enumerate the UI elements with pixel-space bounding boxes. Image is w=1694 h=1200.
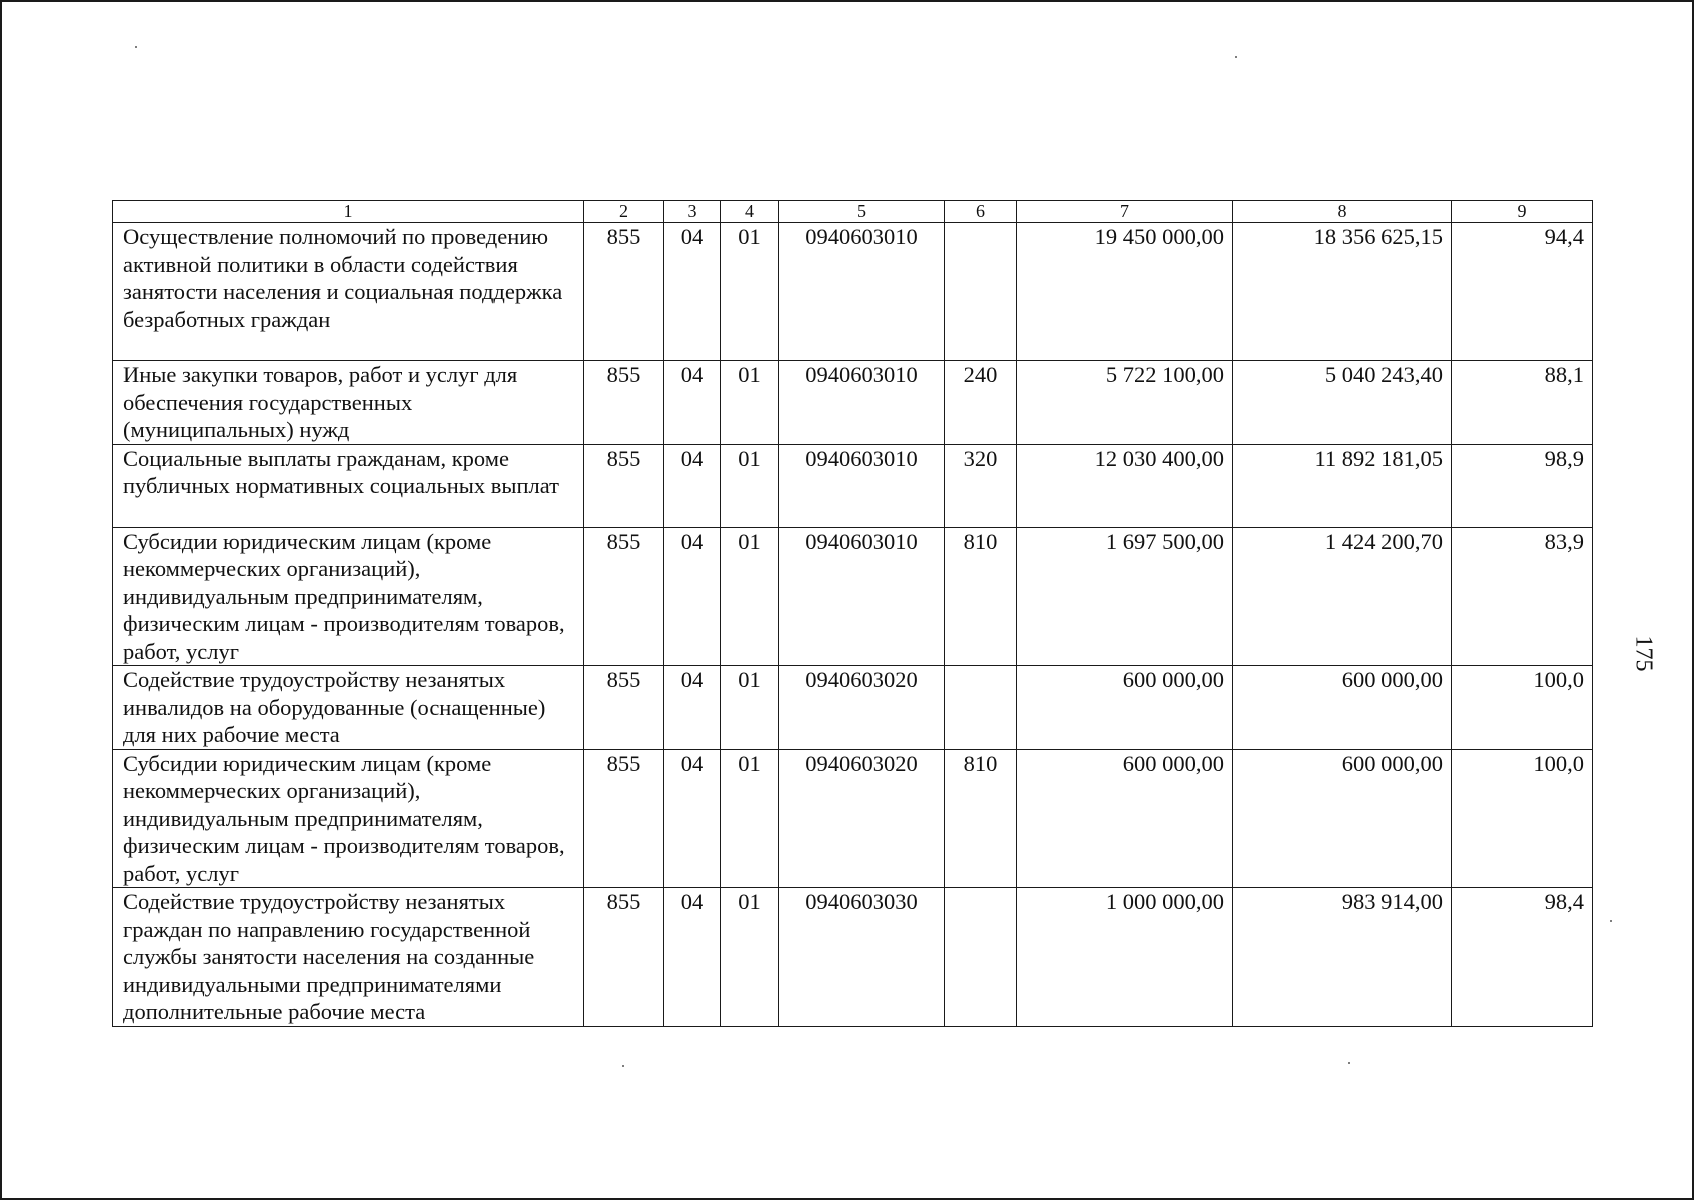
code-target: 0940603010 [779,361,945,445]
code-admin: 855 [584,888,664,1027]
planned-amount: 19 450 000,00 [1017,223,1233,361]
code-admin: 855 [584,527,664,666]
scan-speck [1348,1062,1350,1064]
actual-amount: 983 914,00 [1233,888,1452,1027]
actual-amount: 5 040 243,40 [1233,361,1452,445]
execution-percent: 98,9 [1452,444,1593,527]
item-name: Иные закупки товаров, работ и услуг для обеспечения государственных (муниципальных) нужд [113,361,584,445]
execution-percent: 88,1 [1452,361,1593,445]
scan-speck [622,1065,624,1067]
code-expense-type: 240 [945,361,1017,445]
header-cell: 1 [113,201,584,223]
table-row [113,527,1593,666]
execution-percent: 100,0 [1452,666,1593,750]
code-subsection: 01 [721,527,779,666]
code-expense-type [945,666,1017,750]
code-target: 0940603010 [779,527,945,666]
code-target: 0940603020 [779,749,945,888]
table-header-row [113,201,1593,223]
code-expense-type: 810 [945,527,1017,666]
header-cell: 6 [945,201,1017,223]
planned-amount: 1 000 000,00 [1017,888,1233,1027]
header-cell: 9 [1452,201,1593,223]
header-cell: 7 [1017,201,1233,223]
page-number: 175 [1630,635,1657,672]
table-row [113,888,1593,1027]
code-expense-type [945,223,1017,361]
item-name: Субсидии юридическим лицам (кроме некоммерческих организаций), индивидуальным предпринимателям, физическим лицам - производителям товаров, работ, услуг [113,749,584,888]
scan-speck [1610,920,1612,922]
code-admin: 855 [584,361,664,445]
item-name: Содействие трудоустройству незанятых граждан по направлению государственной службы занятости населения на созданные индивидуальными предпринимателями дополнительные рабочие места [113,888,584,1027]
code-section: 04 [664,749,721,888]
header-cell: 3 [664,201,721,223]
code-subsection: 01 [721,223,779,361]
execution-percent: 94,4 [1452,223,1593,361]
code-target: 0940603030 [779,888,945,1027]
code-admin: 855 [584,444,664,527]
code-admin: 855 [584,223,664,361]
planned-amount: 5 722 100,00 [1017,361,1233,445]
code-section: 04 [664,361,721,445]
item-name: Осуществление полномочий по проведению активной политики в области содействия занятости населения и социальная поддержка безработных граждан [113,223,584,361]
planned-amount: 600 000,00 [1017,666,1233,750]
code-section: 04 [664,444,721,527]
actual-amount: 11 892 181,05 [1233,444,1452,527]
scan-speck [1235,56,1237,58]
actual-amount: 18 356 625,15 [1233,223,1452,361]
code-target: 0940603010 [779,444,945,527]
code-target: 0940603010 [779,223,945,361]
actual-amount: 600 000,00 [1233,749,1452,888]
code-subsection: 01 [721,888,779,1027]
planned-amount: 1 697 500,00 [1017,527,1233,666]
code-expense-type [945,888,1017,1027]
table-row [113,749,1593,888]
planned-amount: 600 000,00 [1017,749,1233,888]
code-subsection: 01 [721,361,779,445]
code-expense-type: 320 [945,444,1017,527]
code-subsection: 01 [721,749,779,888]
planned-amount: 12 030 400,00 [1017,444,1233,527]
item-name: Субсидии юридическим лицам (кроме некоммерческих организаций), индивидуальным предпринимателям, физическим лицам - производителям товаров, работ, услуг [113,527,584,666]
table-row [113,361,1593,445]
execution-percent: 98,4 [1452,888,1593,1027]
table-row [113,666,1593,750]
table-row [113,444,1593,527]
execution-percent: 83,9 [1452,527,1593,666]
scan-speck [135,46,137,48]
header-cell: 4 [721,201,779,223]
header-cell: 2 [584,201,664,223]
code-expense-type: 810 [945,749,1017,888]
code-section: 04 [664,527,721,666]
item-name: Социальные выплаты гражданам, кроме публичных нормативных социальных выплат [113,444,584,527]
code-admin: 855 [584,749,664,888]
code-admin: 855 [584,666,664,750]
code-subsection: 01 [721,666,779,750]
item-name: Содействие трудоустройству незанятых инвалидов на оборудованные (оснащенные) для них рабочие места [113,666,584,750]
code-section: 04 [664,223,721,361]
code-target: 0940603020 [779,666,945,750]
actual-amount: 1 424 200,70 [1233,527,1452,666]
code-section: 04 [664,888,721,1027]
code-section: 04 [664,666,721,750]
actual-amount: 600 000,00 [1233,666,1452,750]
budget-table [112,200,1593,1027]
execution-percent: 100,0 [1452,749,1593,888]
code-subsection: 01 [721,444,779,527]
header-cell: 5 [779,201,945,223]
table-row [113,223,1593,361]
header-cell: 8 [1233,201,1452,223]
